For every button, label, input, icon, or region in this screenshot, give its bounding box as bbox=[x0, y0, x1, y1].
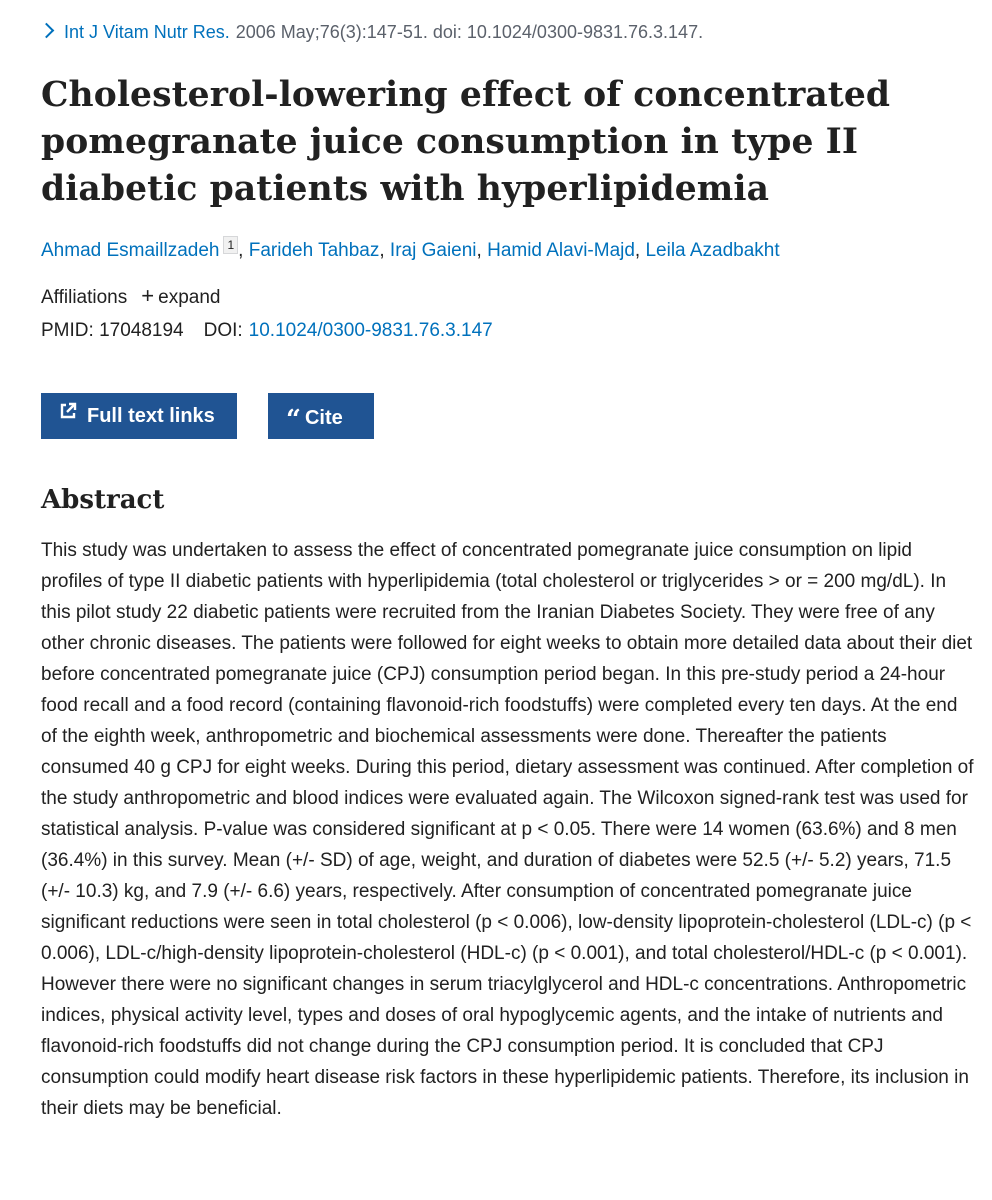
quote-icon: “ bbox=[286, 405, 299, 435]
full-text-links-button[interactable] bbox=[41, 393, 237, 439]
identifiers-row bbox=[41, 318, 493, 344]
external-link-icon bbox=[59, 391, 79, 437]
affiliation-number[interactable]: 1 bbox=[223, 236, 238, 254]
author-link[interactable]: Hamid Alavi-Majd bbox=[487, 240, 635, 261]
author-link[interactable]: Leila Azadbakht bbox=[645, 240, 780, 261]
author-link[interactable]: Iraj Gaieni bbox=[389, 240, 477, 261]
cite-button[interactable] bbox=[268, 393, 374, 439]
cite-label: Cite bbox=[304, 407, 343, 429]
article-title: Cholesterol-lowering effect of concentrated pomegranate juice consumption in type II diabetic patients with hyperlipidemia bbox=[41, 75, 891, 209]
chevron-right-icon bbox=[39, 23, 55, 39]
abstract-heading: Abstract bbox=[41, 485, 165, 515]
affiliations-row bbox=[41, 283, 220, 311]
journal-link[interactable]: Int J Vitam Nutr Res. bbox=[64, 22, 230, 42]
doi-label: DOI: bbox=[203, 320, 243, 341]
authors-list: Ahmad Esmaillzadeh 1 , Farideh Tahbaz, Iraj Gaieni, Hamid Alavi-Majd, Leila Azadbakht bbox=[41, 238, 780, 261]
author-link[interactable]: Ahmad Esmaillzadeh bbox=[41, 240, 220, 261]
pmid-value: 17048194 bbox=[99, 320, 184, 341]
plus-icon[interactable]: + bbox=[141, 283, 155, 308]
doi-link[interactable]: 10.1024/0300-9831.76.3.147 bbox=[248, 320, 493, 341]
abstract-text: This study was undertaken to assess the effect of concentrated pomegranate juice consumption on lipid profiles of type II diabetic patients with hyperlipidemia (total cholesterol or triglycerides > or = 200 mg/dL). In this pilot study 22 diabetic patients were recruited from the Iranian Diabetes Society. They were free of any other chronic diseases. The patients were followed for eight weeks to obtain more detailed data about their diet before concentrated pomegranate juice (CPJ) consumption period began. In this pre-study period a 24-hour food recall and a food record (containing flavonoid-rich foodstuffs) were completed every ten days. At the end of the eighth week, anthropometric and biochemical assessments were done. Thereafter the patients consumed 40 g CPJ for eight weeks. During this period, dietary assessment was continued. After completion of the study anthropometric and blood indices were evaluated again. The Wilcoxon signed-rank test was used for statistical analysis. P-value was considered significant at p < 0.05. There were 14 women (63.6%) and 8 men (36.4%) in this survey. Mean (+/- SD) of age, weight, and duration of diabetes were 52.5 (+/- 5.2) years, 71.5 (+/- 10.3) kg, and 7.9 (+/- 6.6) years, respectively. After consumption of concentrated pomegranate juice significant reductions were seen in total cholesterol (p < 0.006), low-density lipoprotein-cholesterol (LDL-c) (p < 0.006), LDL-c/high-density lipoprotein-cholesterol (HDL-c) (p < 0.001), and total cholesterol/HDL-c (p < 0.001). However there were no significant changes in serum triacylglycerol and HDL-c concentrations. Anthropometric indices, physical activity level, types and doses of oral hypoglycemic agents, and the intake of nutrients and flavonoid-rich foodstuffs did not change during the CPJ consumption period. It is concluded that CPJ consumption could modify heart disease risk factors in these hyperlipidemic patients. Therefore, its inclusion in their diets may be beneficial. bbox=[41, 540, 974, 1119]
author-link[interactable]: Farideh Tahbaz bbox=[248, 240, 380, 261]
affiliations-expand-toggle[interactable]: expand bbox=[158, 287, 221, 308]
pmid-label: PMID: bbox=[41, 320, 94, 341]
affiliations-label: Affiliations bbox=[41, 287, 128, 308]
full-text-links-label: Full text links bbox=[87, 405, 215, 427]
journal-citation bbox=[41, 20, 703, 44]
citation-details: 2006 May;76(3):147-51. doi: 10.1024/0300-9831.76.3.147. bbox=[235, 22, 704, 42]
